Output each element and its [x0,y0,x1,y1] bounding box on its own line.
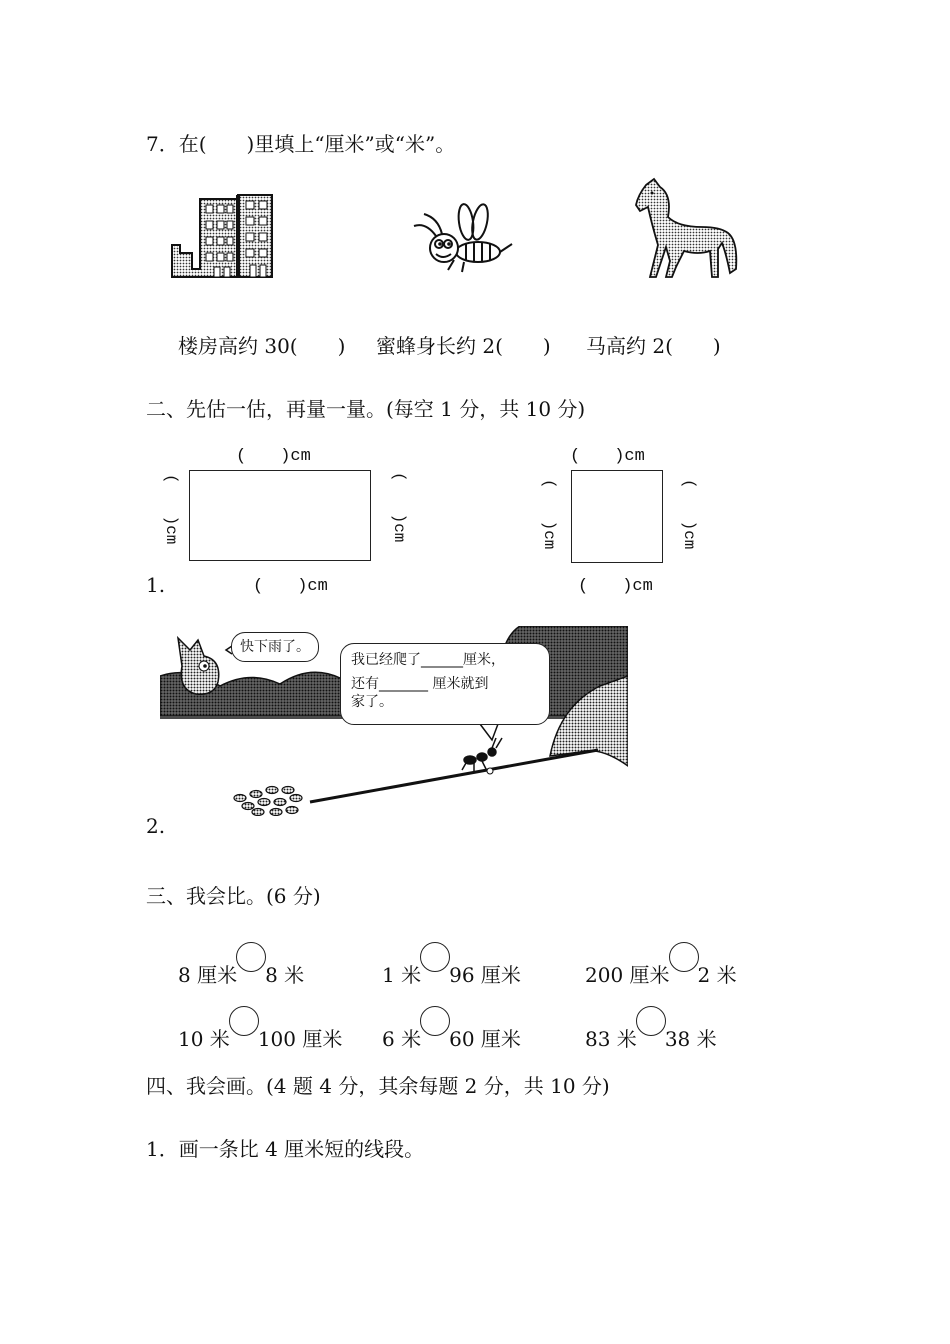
compare-right: 8 米 [265,963,305,987]
rect1-bottom-blank: ( )cm [253,577,328,596]
bird-speech-bubble [231,632,319,662]
square-shape [571,470,663,563]
compare-right: 96 厘米 [449,963,521,987]
compare-left: 83 米 [585,1027,637,1051]
q7-prompt: 7．在( )里填上“厘米”或“米”。 [146,132,456,156]
square-bottom-blank: ( )cm [578,577,653,596]
compare-item [382,1006,521,1052]
ant-speech-line2: 还有_______ 厘米就到 [351,676,489,692]
compare-item [178,942,304,988]
ant-speech-line3: 家了。 [351,694,393,710]
square-right-blank: ( )cm [680,479,698,550]
compare-item [382,942,521,988]
building-icon [170,193,275,279]
compare-right: 38 米 [664,1027,717,1051]
compare-right: 100 厘米 [257,1027,343,1051]
compare-item [178,1006,342,1052]
sec2-title: 二、先估一估，再量一量。(每空 1 分，共 10 分) [146,397,586,421]
sec4-question1: 1．画一条比 4 厘米短的线段。 [146,1137,425,1161]
rect1-left-blank: ( )cm [162,474,180,545]
square-left-blank: ( )cm [540,479,558,550]
compare-circle[interactable] [420,1006,450,1036]
compare-item [585,1006,717,1052]
ant-speech-line1: 我已经爬了______厘米， [351,652,505,668]
sec4-title: 四、我会画。(4 题 4 分，其余每题 2 分，共 10 分) [146,1074,610,1098]
compare-circle[interactable] [669,942,699,972]
rectangle-shape [189,470,371,561]
compare-circle[interactable] [236,942,266,972]
bee-icon [408,200,518,275]
compare-left: 10 米 [178,1027,230,1051]
rect1-right-blank: ( )cm [390,472,408,543]
compare-left: 200 厘米 [585,963,670,987]
bird-speech-text: 快下雨了。 [240,639,310,655]
compare-item [585,942,737,988]
sec3-title: 三、我会比。(6 分) [146,884,321,908]
compare-left: 8 厘米 [178,963,238,987]
sec2-part2-number: 2. [146,814,166,838]
square-top-blank: ( )cm [570,447,645,466]
q7-item-building: 楼房高约 30( ) [178,334,346,358]
compare-left: 6 米 [382,1027,422,1051]
compare-circle[interactable] [229,1006,259,1036]
compare-circle[interactable] [636,1006,666,1036]
compare-right: 2 米 [697,963,737,987]
rect1-top-blank: ( )cm [236,447,311,466]
q7-item-bee: 蜜蜂身长约 2( ) [376,334,551,358]
compare-right: 60 厘米 [449,1027,521,1051]
compare-circle[interactable] [420,942,450,972]
compare-left: 1 米 [382,963,422,987]
sec2-part1-number: 1. [146,573,166,597]
ant-speech-bubble [340,643,550,725]
q7-item-horse: 马高约 2( ) [586,334,721,358]
horse-icon [632,177,740,281]
